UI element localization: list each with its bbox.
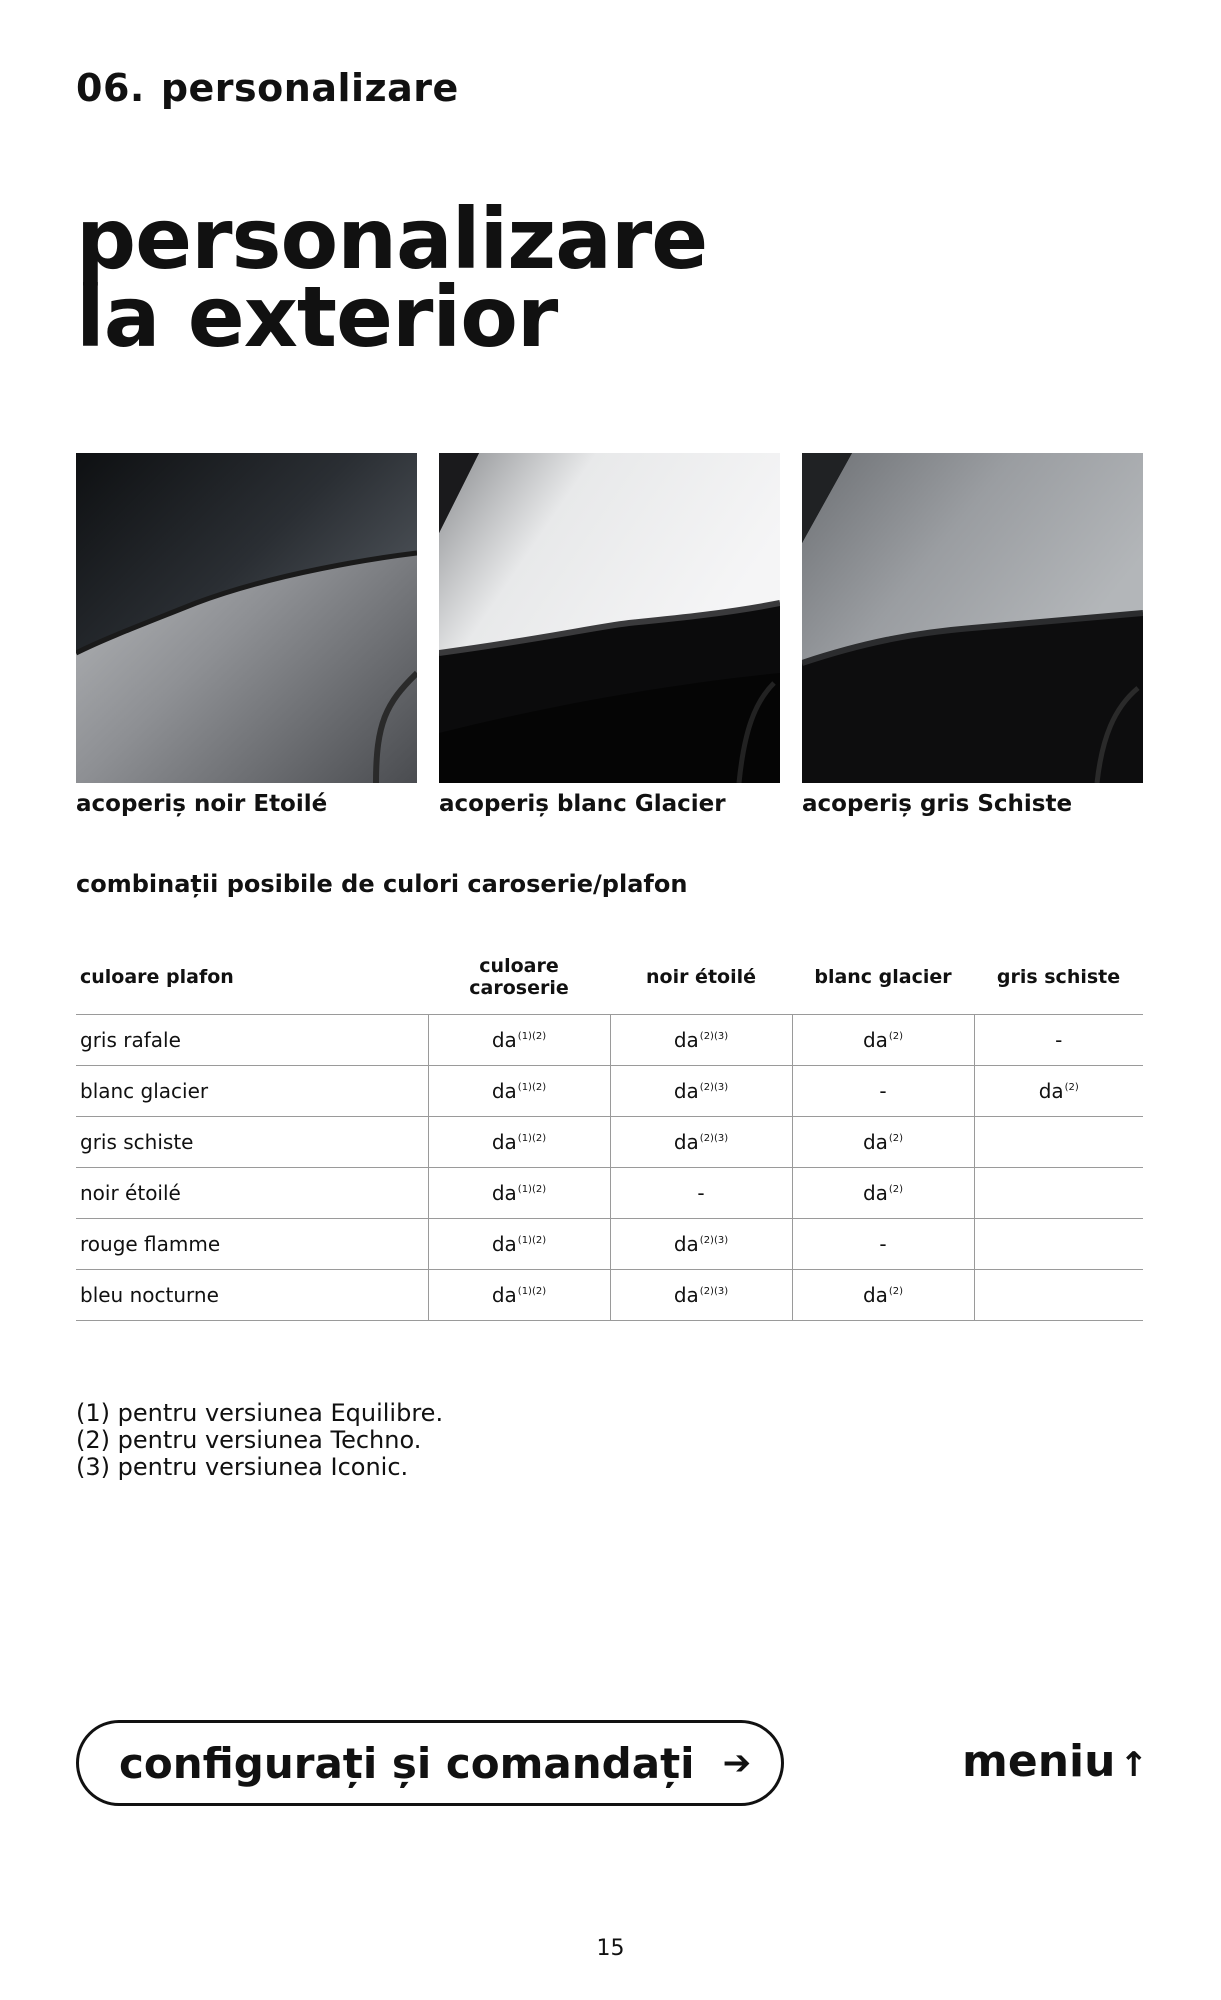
cell-value: da (673, 1028, 699, 1052)
table-cell (428, 1270, 610, 1321)
swatch-caption: acoperiș blanc Glacier (439, 791, 726, 817)
column-header: noir étoilé (610, 940, 792, 1015)
cell-footnote-ref: (1)(2) (517, 1031, 547, 1042)
swatch-image-blanc-glacier (439, 453, 780, 783)
table-cell (974, 1168, 1143, 1219)
cell-value: da (673, 1079, 699, 1103)
menu-link[interactable] (962, 1736, 1148, 1787)
table-cell (428, 1168, 610, 1219)
swatch-image-noir-etoile (76, 453, 417, 783)
footnote: (3) pentru versiunea Iconic. (76, 1453, 409, 1481)
page-title-line-2: la exterior (76, 268, 558, 366)
swatch-blanc-glacier (439, 453, 780, 817)
row-name: gris rafale (76, 1015, 428, 1066)
table-row (76, 1168, 1143, 1219)
table-cell (792, 1219, 974, 1270)
cell-value: da (491, 1283, 517, 1307)
cell-value: - (697, 1181, 705, 1205)
table-cell (428, 1015, 610, 1066)
cell-value: da (491, 1028, 517, 1052)
table-cell (610, 1015, 792, 1066)
table-row (76, 1270, 1143, 1321)
swatch-gris-schiste (802, 453, 1143, 817)
table-cell (610, 1219, 792, 1270)
table-row (76, 1219, 1143, 1270)
cell-footnote-ref: (1)(2) (517, 1184, 547, 1195)
cell-footnote-ref: (1)(2) (517, 1286, 547, 1297)
cell-footnote-ref: (2)(3) (699, 1031, 729, 1042)
cell-value: da (673, 1283, 699, 1307)
cell-footnote-ref: (1)(2) (517, 1133, 547, 1144)
cell-value: da (862, 1181, 888, 1205)
cell-footnote-ref: (2)(3) (699, 1235, 729, 1246)
table-cell (974, 1117, 1143, 1168)
table-cell (974, 1066, 1143, 1117)
table-cell (610, 1066, 792, 1117)
swatch-image-gris-schiste (802, 453, 1143, 783)
cell-value: da (862, 1028, 888, 1052)
footnotes (76, 1400, 443, 1481)
table-cell (428, 1066, 610, 1117)
configure-and-order-label: configurați și comandați (119, 1738, 695, 1788)
table-cell (792, 1117, 974, 1168)
cell-footnote-ref: (2)(3) (699, 1286, 729, 1297)
row-name: noir étoilé (76, 1168, 428, 1219)
cell-value: da (673, 1130, 699, 1154)
page-number: 15 (596, 1936, 625, 1961)
footnote: (2) pentru versiunea Techno. (76, 1426, 422, 1454)
cell-value: da (491, 1181, 517, 1205)
table-cell (974, 1015, 1143, 1066)
cell-value: da (1038, 1079, 1064, 1103)
swatch-caption: acoperiș noir Etoilé (76, 791, 328, 817)
cell-value: da (491, 1079, 517, 1103)
color-combinations-table (76, 940, 1143, 1321)
column-header: blanc glacier (792, 940, 974, 1015)
cell-value: da (862, 1130, 888, 1154)
menu-label: meniu (962, 1736, 1116, 1787)
table-cell (610, 1117, 792, 1168)
configure-and-order-button[interactable] (76, 1720, 784, 1806)
row-name: gris schiste (76, 1117, 428, 1168)
cell-footnote-ref: (2) (888, 1133, 904, 1144)
cell-value: - (879, 1079, 887, 1103)
row-name: rouge flamme (76, 1219, 428, 1270)
arrow-right-icon: ➔ (722, 1743, 752, 1783)
row-name: bleu nocturne (76, 1270, 428, 1321)
table-cell (610, 1168, 792, 1219)
cell-value: da (491, 1130, 517, 1154)
table-cell (792, 1168, 974, 1219)
cell-footnote-ref: (2) (1064, 1082, 1079, 1093)
table-row (76, 1117, 1143, 1168)
column-header: gris schiste (974, 940, 1143, 1015)
roof-swatches (76, 453, 1143, 833)
cell-footnote-ref: (1)(2) (517, 1235, 547, 1246)
cell-footnote-ref: (1)(2) (517, 1082, 547, 1093)
table-cell (792, 1270, 974, 1321)
cell-value: da (491, 1232, 517, 1256)
column-header: culoare caroserie (428, 940, 610, 1015)
swatch-caption: acoperiș gris Schiste (802, 791, 1073, 817)
section-name: personalizare (160, 66, 459, 110)
section-number: 06. (76, 66, 145, 110)
table-cell (974, 1219, 1143, 1270)
table-cell (792, 1015, 974, 1066)
arrow-up-icon: ↑ (1119, 1745, 1148, 1785)
cell-value: - (1055, 1028, 1063, 1052)
table-row (76, 1015, 1143, 1066)
table-cell (610, 1270, 792, 1321)
table-title: combinații posibile de culori caroserie/plafon (76, 870, 688, 898)
table-header-row (76, 940, 1143, 1015)
cell-footnote-ref: (2) (888, 1286, 904, 1297)
table-cell (974, 1270, 1143, 1321)
row-name: blanc glacier (76, 1066, 428, 1117)
table-cell (428, 1219, 610, 1270)
section-label (76, 66, 459, 110)
cell-footnote-ref: (2) (888, 1184, 904, 1195)
cell-value: - (879, 1232, 887, 1256)
cell-footnote-ref: (2) (888, 1031, 904, 1042)
cell-footnote-ref: (2)(3) (699, 1133, 729, 1144)
cell-value: da (673, 1232, 699, 1256)
page-title (76, 190, 708, 366)
cell-value: da (862, 1283, 888, 1307)
page-title-line-1: personalizare (76, 190, 708, 288)
table-cell (428, 1117, 610, 1168)
column-header: culoare plafon (76, 940, 428, 1015)
table-cell (792, 1066, 974, 1117)
cell-footnote-ref: (2)(3) (699, 1082, 729, 1093)
footnote: (1) pentru versiunea Equilibre. (76, 1399, 444, 1427)
swatch-noir-etoile (76, 453, 417, 817)
table-row (76, 1066, 1143, 1117)
